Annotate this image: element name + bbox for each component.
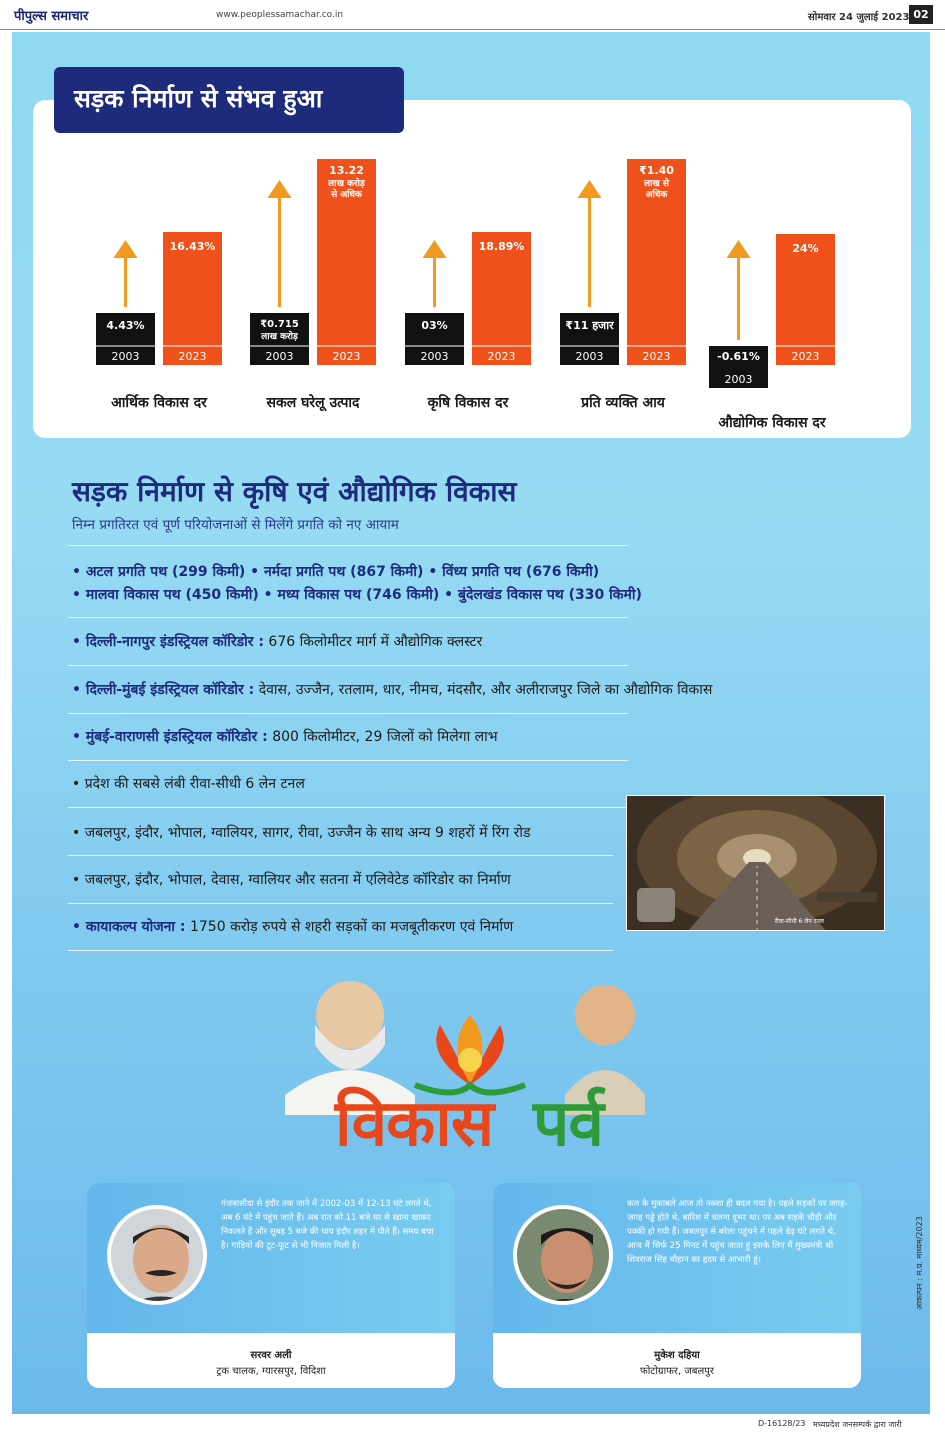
tunnel-photo (626, 795, 885, 931)
row-text: 800 किलोमीटर, 29 जिलों को मिलेगा लाभ (267, 729, 498, 745)
testimonial-name: सरवर अली (250, 1350, 292, 1361)
divider (68, 760, 628, 761)
growth-arrowhead (578, 180, 602, 198)
category-label: आर्थिक विकास दर (111, 395, 207, 411)
project-list-row: • मालवा विकास पथ (450 किमी) • मध्य विकास पथ (746 किमी) • बुंदेलखंड विकास पथ (330 किमी) (72, 587, 642, 603)
project-list-row (72, 680, 712, 699)
growth-arrowhead (727, 240, 751, 258)
newspaper-header (0, 0, 945, 30)
bar-2023-label: लाख करोड़ (328, 179, 365, 189)
row-heading: • कायाकल्प योजना : (72, 919, 186, 935)
bar-2003-label: लाख करोड़ (261, 332, 298, 342)
testimonial-quote: कल के मुकाबले आज तो नक्शा ही बदल गया है। पहले सड़कों पर जगह-जगह गड्ढे होते थे, बारिश में चलना दूभर था। पर अब सड़कें चौड़ी और पक्की हो गयी हैं। जबलपुर से बरेला पहुंचने में पहले डेढ़ घंटे लगते थे, आज मैं सिर्फ 25 मिनट में पहुंच जाता हूं इसके लिए मैं मुख्यमंत्री श्री शिवराज सिंह चौहान का हृदय से आभारी हूं। (627, 1199, 848, 1265)
issue-date: सोमवार 24 जुलाई 2023 (808, 12, 910, 23)
testimonial-card (493, 1183, 861, 1388)
year-label-2023: 2023 (791, 350, 820, 363)
testimonial-role: फोटोग्राफर, जबलपुर (640, 1366, 714, 1377)
bar-2003-label: ₹0.715 (260, 319, 299, 330)
project-list-row (72, 632, 482, 651)
growth-arrowhead (114, 240, 138, 258)
logo-word-vikas: विकास (335, 1087, 494, 1161)
person-portrait (517, 1209, 613, 1305)
year-label-2023: 2023 (332, 350, 361, 363)
year-label-2003: 2003 (111, 350, 140, 363)
newspaper-url[interactable]: www.peoplessamachar.co.in (216, 10, 344, 20)
bar-2023-label: लाख से (643, 179, 670, 189)
tunnel-illustration (627, 796, 885, 931)
design-credit: आकल्पन : म.प्र. माध्यम/2023 (915, 1216, 924, 1310)
bar-2023-label: 16.43% (169, 240, 216, 253)
section-title: सड़क निर्माण से कृषि एवं औद्योगिक विकास (72, 475, 517, 508)
chart-banner (54, 67, 404, 133)
year-label-2003: 2003 (265, 350, 294, 363)
year-label-2023: 2023 (642, 350, 671, 363)
year-label-2023: 2023 (178, 350, 207, 363)
row-heading: • मुंबई-वाराणसी इंडस्ट्रियल कॉरिडोर : (72, 729, 268, 745)
bar-2023-label: 24% (792, 242, 819, 255)
project-list-row (72, 727, 498, 746)
testimonial-quote-area (87, 1183, 455, 1333)
growth-arrowhead (268, 180, 292, 198)
bar-2023-label: से अधिक (331, 190, 362, 200)
divider (68, 545, 628, 546)
section-subtitle: निम्न प्रगतिरत एवं पूर्ण परियोजनाओं से मिलेंगे प्रगति को नए आयाम (72, 517, 399, 533)
avatar (107, 1205, 207, 1305)
category-label: औद्योगिक विकास दर (718, 415, 826, 431)
divider (68, 950, 613, 951)
bar-2003-label: -0.61% (717, 350, 760, 363)
row-heading: • दिल्ली-नागपुर इंडस्ट्रियल कॉरिडोर : (72, 634, 264, 650)
year-label-2003: 2003 (420, 350, 449, 363)
project-list-row (72, 917, 513, 936)
row-text: 676 किलोमीटर मार्ग में औद्योगिक क्लस्टर (263, 634, 483, 650)
category-label: कृषि विकास दर (427, 395, 509, 411)
project-list-row: • जबलपुर, इंदौर, भोपाल, ग्वालियर, सागर, रीवा, उज्जैन के साथ अन्य 9 शहरों में रिंग रोड (72, 825, 531, 841)
category-label: सकल घरेलू उत्पाद (266, 395, 360, 411)
divider (68, 903, 613, 904)
testimonial-quote: गंजबासौदा से इंदौर तक जाने में 2002-03 में 12-13 घंटे लगते थे, अब 6 घंटे में पहुंच जाते हैं। अब रात को 11 बजे घर से खाना खाकर निकलते हैं और सुबह 5 बजे की चाय इंदौर शहर में पीते हैं। समय बचा है। गाड़ियों की टूट-फूट से भी निजात मिली है। (221, 1199, 434, 1251)
release-code: D-16128/23 (758, 1419, 806, 1428)
photo-caption: रीवा-सीधी 6 लेन टनल (774, 918, 824, 925)
vikas-parv-logo (265, 965, 675, 1165)
project-list-row: • अटल प्रगति पथ (299 किमी) • नर्मदा प्रगति पथ (867 किमी) • विंध्य प्रगति पथ (676 किमी) (72, 564, 600, 580)
divider (68, 855, 613, 856)
bar-2023-label: ₹1.40 (639, 164, 674, 177)
testimonial-name: मुकेश दहिया (654, 1350, 700, 1361)
avatar (513, 1205, 613, 1305)
year-label-2003: 2003 (724, 373, 753, 386)
category-label: प्रति व्यक्ति आय (581, 395, 665, 411)
testimonial-role: ट्रक चालक, ग्यारसपुर, विदिशा (216, 1366, 326, 1377)
person-portrait (111, 1209, 207, 1305)
bar-2003-label: 03% (421, 319, 448, 332)
growth-arrowhead (423, 240, 447, 258)
chart-banner-title: सड़क निर्माण से संभव हुआ (74, 84, 323, 113)
logo-word-parv: पर्व (533, 1087, 603, 1161)
year-label-2023: 2023 (487, 350, 516, 363)
bar-2023-label: अधिक (645, 190, 668, 200)
row-text: 1750 करोड़ रुपये से शहरी सड़कों का मजबूतीकरण एवं निर्माण (185, 919, 514, 935)
project-list-row: • जबलपुर, इंदौर, भोपाल, देवास, ग्वालियर और सतना में एलिवेटेड कॉरिडोर का निर्माण (72, 872, 511, 888)
divider (68, 665, 628, 666)
project-list-row: • प्रदेश की सबसे लंबी रीवा-सीधी 6 लेन टनल (72, 776, 305, 792)
bar-2003-label: 4.43% (106, 319, 145, 332)
testimonial-quote-area (493, 1183, 861, 1333)
row-heading: • दिल्ली-मुंबई इंडस्ट्रियल कॉरिडोर : (72, 682, 255, 698)
testimonial-card (87, 1183, 455, 1388)
bar-2003-label: ₹11 हजार (565, 319, 614, 332)
year-label-2003: 2003 (575, 350, 604, 363)
release-credit: मध्यप्रदेश जनसम्पर्क द्वारा जारी (813, 1420, 902, 1429)
divider (68, 713, 628, 714)
row-text: देवास, उज्जैन, रतलाम, धार, नीमच, मंदसौर, और अलीराजपुर जिले का औद्योगिक विकास (254, 682, 713, 698)
comparison-bar-chart (33, 100, 911, 438)
bar-2023-label: 18.89% (478, 240, 525, 253)
bar-2023-label: 13.22 (329, 164, 364, 177)
page-number: 02 (909, 5, 933, 24)
divider (68, 807, 628, 808)
newspaper-name: पीपुल्स समाचार (14, 9, 89, 24)
divider (68, 617, 628, 618)
